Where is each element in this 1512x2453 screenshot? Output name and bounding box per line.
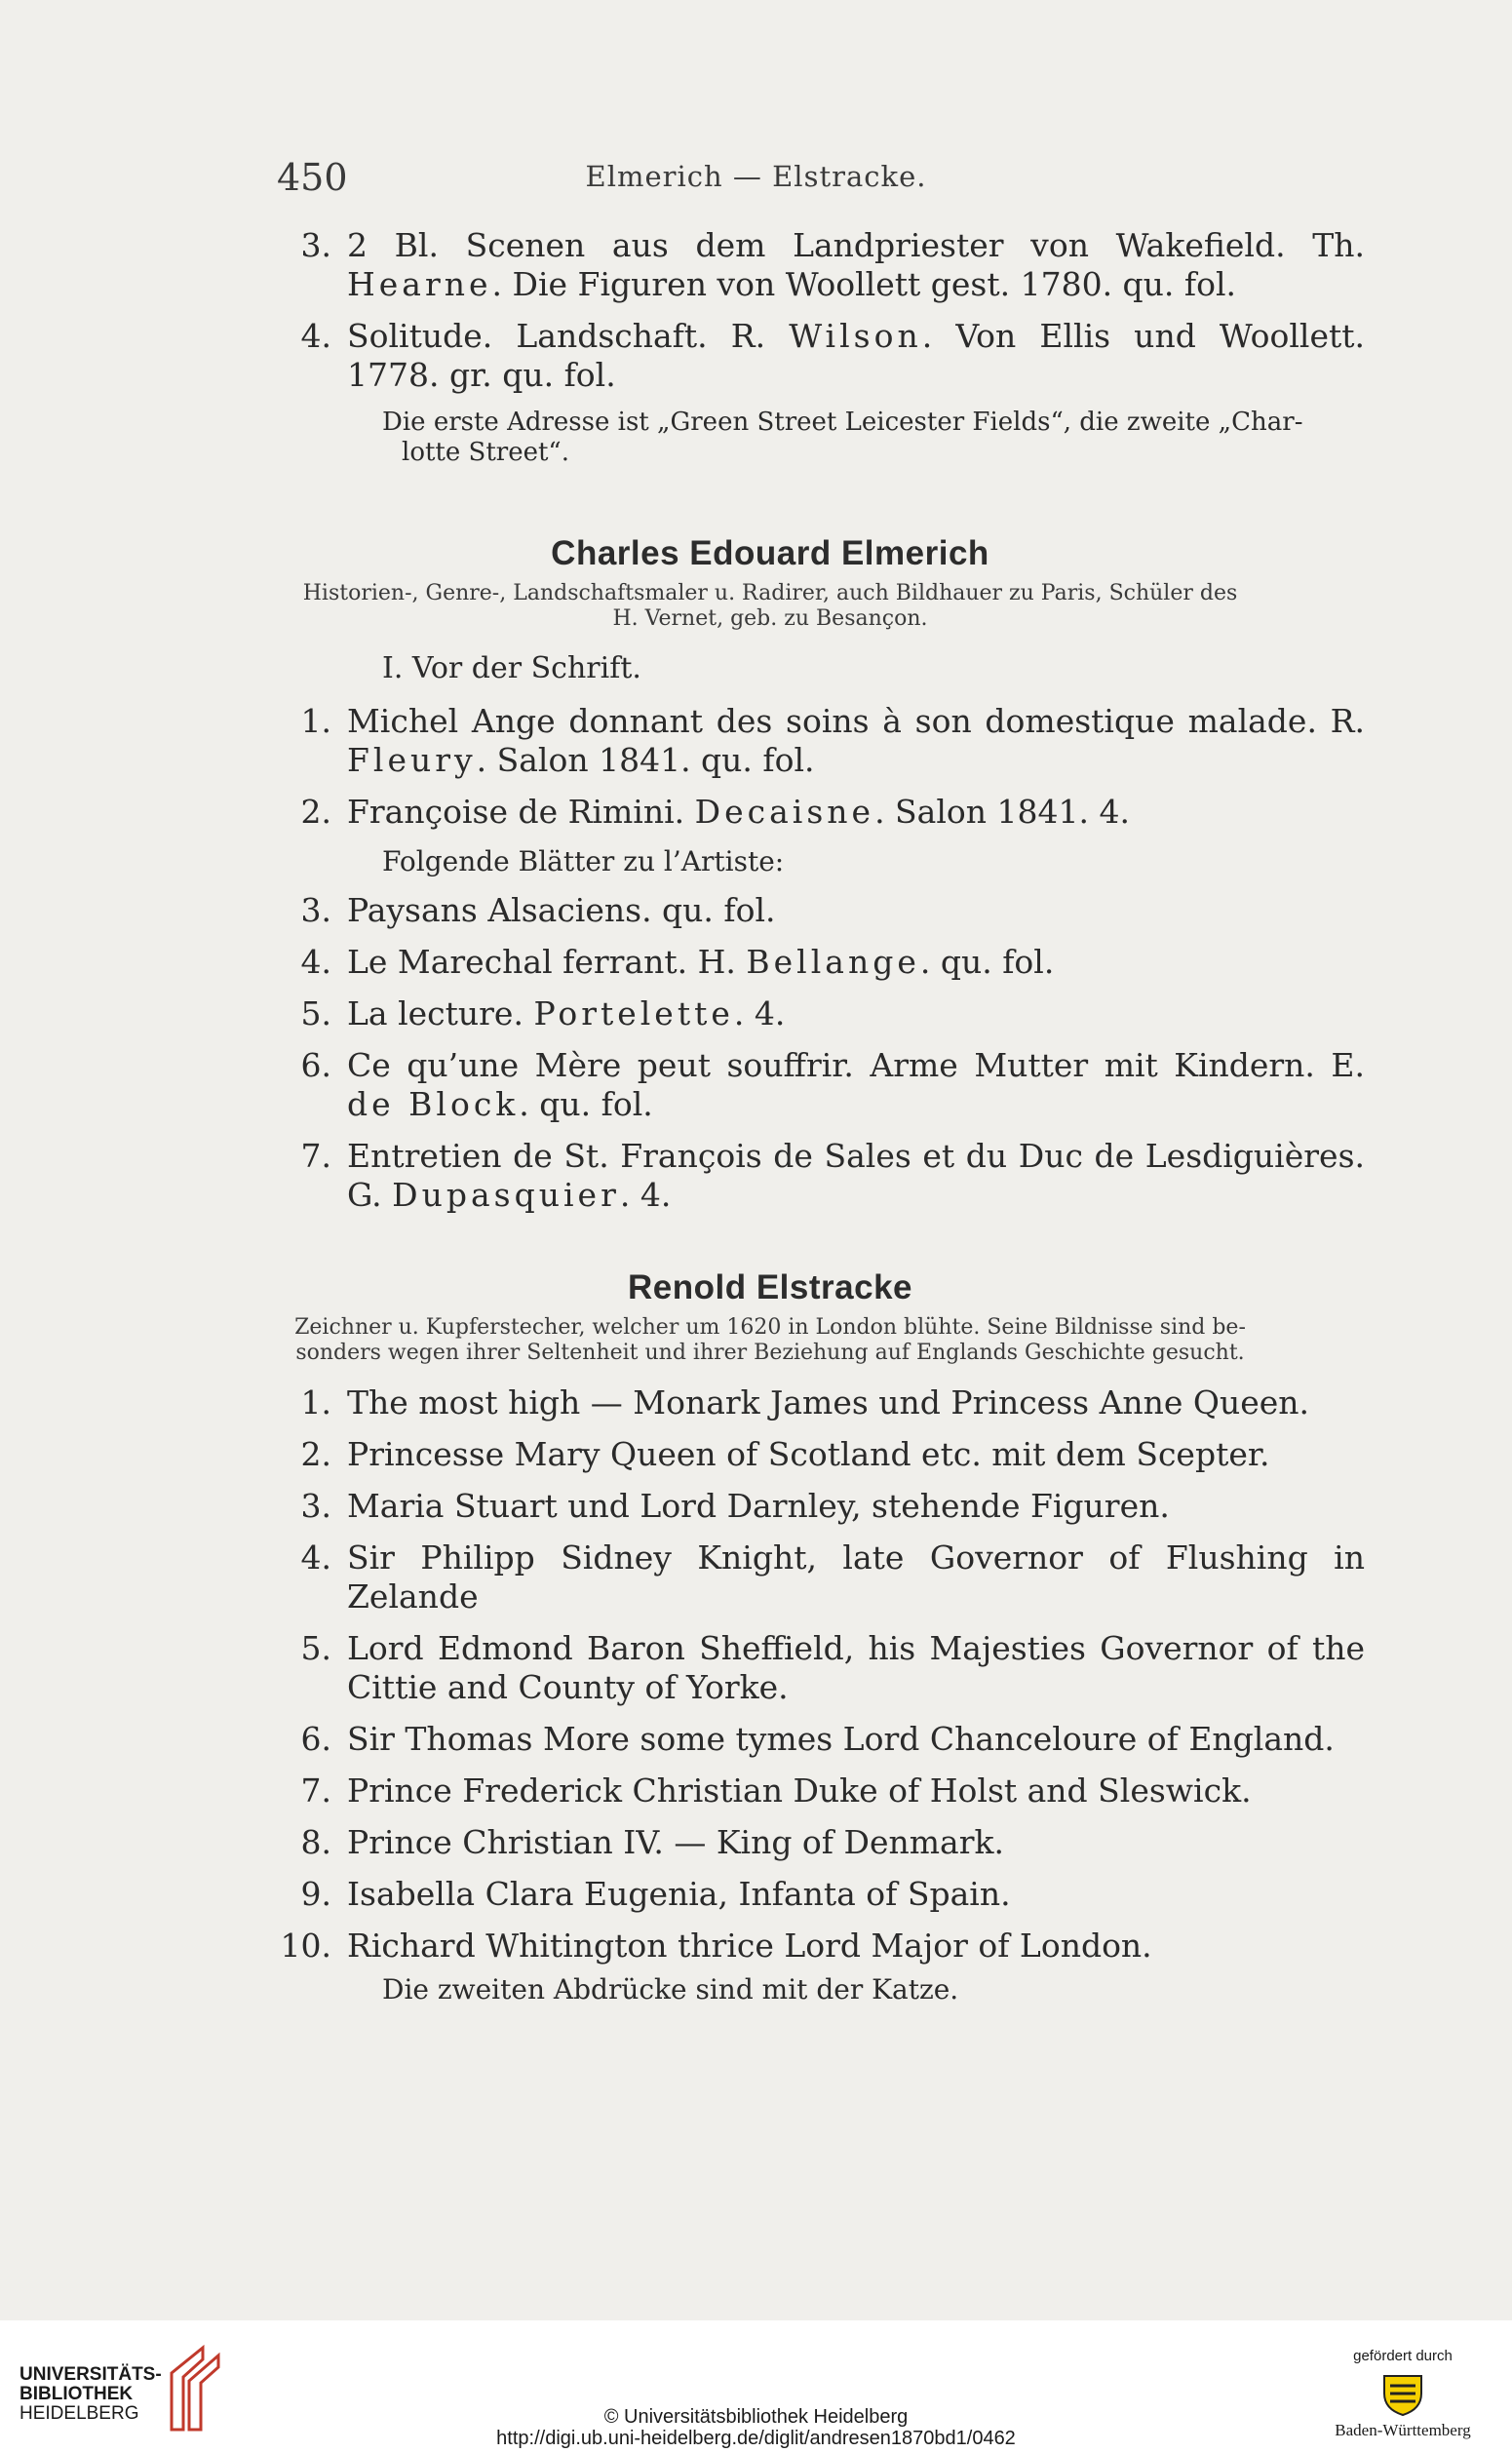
copyright-block [0,2406,1512,2449]
artist-name: Bellange [746,943,920,981]
closing-note: Die zweiten Abdrücke sind mit der Katze. [382,1973,959,2005]
entry-number: 3. [300,226,331,264]
artist-name: Portelette [533,994,734,1032]
elstracke-entry [292,1538,1365,1616]
sponsor-label: gefördert durch [1353,2348,1453,2364]
elstracke-entry [280,1927,1365,1966]
entry-text: . qu. fol. [519,1085,653,1123]
elstracke-entry [292,1772,1365,1811]
entry-text: Ce qu’une Mère peut souffrir. Arme Mutter mit Kindern. E. [347,1046,1365,1084]
artiste-note: Folgende Blätter zu l’Artiste: [382,845,785,877]
elstracke-entry [292,1487,1365,1526]
permalink[interactable]: http://digi.ub.uni-heidelberg.de/diglit/andresen1870bd1/0462 [496,2428,1016,2449]
subheading-vor-der-schrift: I. Vor der Schrift. [382,651,641,685]
library-line3: HEIDELBERG [19,2403,139,2424]
entry-text: Sir Philipp Sidney Knight, late Governor of Flushing in Zelande [347,1538,1365,1616]
entry-number: 9. [300,1875,331,1913]
entry-number: 3. [300,1487,331,1525]
crest-icon [1380,2370,1425,2417]
entry-number: 6. [300,1720,331,1758]
artist-name: Fleury [347,741,477,779]
elstracke-entry [292,1435,1365,1474]
desc-line2: H. Vernet, geb. zu Besançon. [612,606,928,631]
running-head: Elmerich — Elstracke. [585,160,927,193]
entry-number: 8. [300,1823,331,1861]
elmerich-entry [292,891,1365,930]
entry-text: Le Marechal ferrant. H. [347,943,747,981]
section-heading-elmerich: Charles Edouard Elmerich [551,534,989,572]
entry-number: 4. [300,317,331,355]
entry-text: La lecture. [347,994,534,1032]
elstracke-entry [292,1720,1365,1759]
artist-name: Hearne [347,265,492,303]
entry-number: 4. [300,943,331,981]
entry-text: Françoise de Rimini. [347,793,695,831]
entry-text: 2 Bl. Scenen aus dem Landpriester von Wakefield. Th. [347,226,1365,264]
entry-text: Michel Ange donnant des soins à son domestique malade. R. [347,702,1365,740]
entry-text: . 4. [733,994,786,1032]
entry-text: Lord Edmond Baron Sheffield, his Majesties Governor of the Cittie and County of Yorke. [347,1629,1365,1706]
footer-bar [0,2320,1512,2453]
page-number: 450 [277,156,348,199]
entry-text: Paysans Alsaciens. qu. fol. [347,891,776,929]
top-entries [292,226,1365,395]
entry-text: The most high — Monark James und Princess Anne Queen. [347,1383,1310,1421]
elmerich-entry [292,943,1365,982]
page-header [0,156,1512,199]
artist-name: Wilson [789,317,922,355]
wakefield-entry [292,317,1365,395]
entry-text: . Die Figuren von Woollett gest. 1780. qu. fol. [491,265,1237,303]
entry-text: . qu. fol. [919,943,1055,981]
entry-number: 1. [300,1383,331,1421]
entry-number: 4. [300,1538,331,1577]
entry-text: Prince Frederick Christian Duke of Holst and Sleswick. [347,1772,1252,1810]
entry-text: . Salon 1841. 4. [874,793,1130,831]
elstracke-entry [292,1875,1365,1914]
artist-name: Dupasquier [392,1176,620,1214]
entry-text: Prince Christian IV. — King of Denmark. [347,1823,1004,1861]
elmerich-entries-b [292,891,1365,1215]
elmerich-entry [292,702,1365,780]
elstracke-entry [292,1629,1365,1707]
elmerich-entry [292,994,1365,1033]
entry-text: Richard Whitington thrice Lord Major of London. [347,1927,1152,1965]
desc-line1: Zeichner u. Kupferstecher, welcher um 1620 in London blühte. Seine Bildnisse sind be- [294,1315,1246,1340]
entry-number: 5. [300,1629,331,1667]
top-note-line1: Die erste Adresse ist „Green Street Leicester Fields“, die zweite „Char- [382,408,1303,437]
entry-text: Isabella Clara Eugenia, Infanta of Spain. [347,1875,1011,1913]
desc-line2: sonders wegen ihrer Seltenheit und ihrer Beziehung auf Englands Geschichte gesucht. [295,1341,1245,1365]
elmerich-entries-a [292,702,1365,832]
entry-number: 7. [300,1137,331,1175]
entry-text: . 4. [619,1176,672,1214]
wakefield-entry [292,226,1365,304]
entry-number: 10. [280,1927,331,1965]
artist-name: de Block [347,1085,520,1123]
entry-text: Maria Stuart und Lord Darnley, stehende Figuren. [347,1487,1170,1525]
entry-number: 3. [300,891,331,929]
entry-text: . Salon 1841. qu. fol. [476,741,815,779]
entry-text: . Von Ellis und Woollett. 1778. gr. qu. fol. [347,317,1365,394]
entry-number: 6. [300,1046,331,1084]
sponsor-block [1315,2348,1491,2440]
sponsor-name: Baden-Württemberg [1335,2421,1471,2439]
entry-number: 5. [300,994,331,1032]
entry-text: Sir Thomas More some tymes Lord Chanceloure of England. [347,1720,1335,1758]
elstracke-entry [292,1383,1365,1422]
copyright-text: © Universitätsbibliothek Heidelberg [603,2406,909,2428]
section-description-elstracke [273,1315,1267,1366]
entry-text: Princesse Mary Queen of Scotland etc. mit dem Scepter. [347,1435,1270,1473]
elstracke-entry [292,1823,1365,1862]
elmerich-entry [292,793,1365,832]
entry-number: 2. [300,1435,331,1473]
section-heading-elstracke: Renold Elstracke [628,1268,912,1306]
entry-text: Entretien de St. François de Sales et du Duc de Lesdiguières. G. [347,1137,1365,1214]
library-line2: BIBLIOTHEK [19,2384,134,2404]
top-note [292,408,1365,468]
entry-number: 1. [300,702,331,740]
elstracke-entries [280,1383,1365,1966]
library-line1: UNIVERSITÄTS- [19,2364,162,2385]
elmerich-entry [292,1137,1365,1215]
section-description-elmerich [273,581,1267,632]
elmerich-entry [292,1046,1365,1124]
entry-number: 7. [300,1772,331,1810]
artist-name: Decaisne [694,793,875,831]
entry-text: Solitude. Landschaft. R. [347,317,790,355]
page-body [280,226,1365,2019]
entry-number: 2. [300,793,331,831]
desc-line1: Historien-, Genre-, Landschaftsmaler u. Radirer, auch Bildhauer zu Paris, Schüler des [302,581,1238,605]
top-note-line2: lotte Street“. [402,438,569,467]
